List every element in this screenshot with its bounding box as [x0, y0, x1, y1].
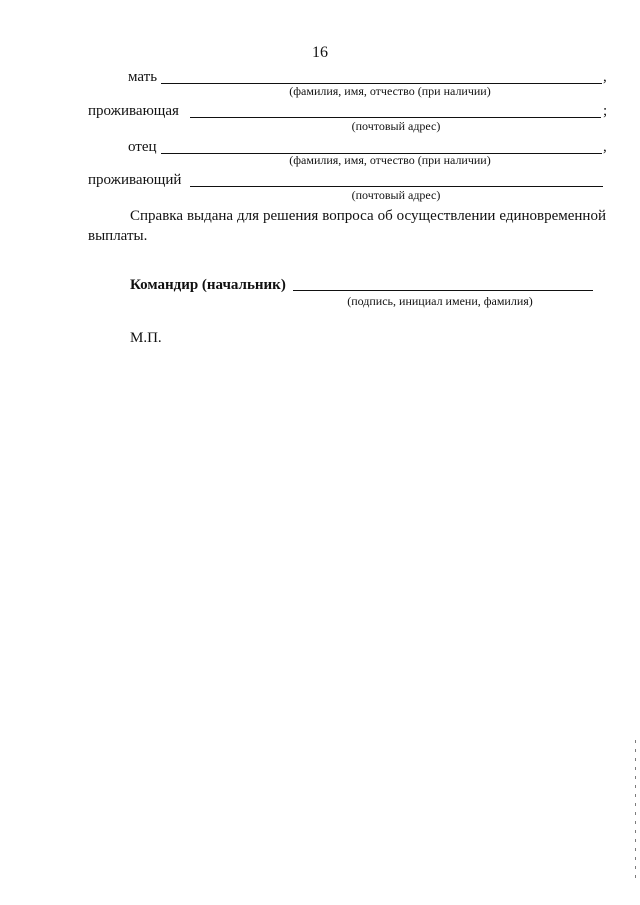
mother-punct: ,	[603, 69, 607, 85]
mother-hint: (фамилия, имя, отчество (при наличии)	[289, 84, 491, 98]
signature-hint: (подпись, инициал имени, фамилия)	[347, 294, 533, 308]
signature-line	[293, 290, 593, 291]
signature-label: Командир (начальник)	[130, 277, 286, 293]
stamp-place: М.П.	[130, 330, 162, 346]
mother-address-label: проживающая	[88, 103, 179, 119]
mother-address-punct: ;	[603, 103, 608, 119]
father-address-label: проживающий	[88, 172, 182, 188]
scan-edge-mark	[635, 740, 636, 880]
father-address-hint: (почтовый адрес)	[351, 188, 441, 202]
father-address-line	[190, 186, 603, 187]
father-label: отец	[128, 139, 157, 155]
father-punct: ,	[603, 139, 607, 155]
page-number: 16	[312, 44, 328, 61]
statement-paragraph: Справка выдана для решения вопроса об осуществлении единовременной выплаты.	[88, 208, 606, 244]
father-hint: (фамилия, имя, отчество (при наличии)	[289, 153, 491, 167]
mother-address-line	[190, 117, 601, 118]
mother-label: мать	[128, 69, 158, 85]
mother-address-hint: (почтовый адрес)	[351, 119, 441, 133]
